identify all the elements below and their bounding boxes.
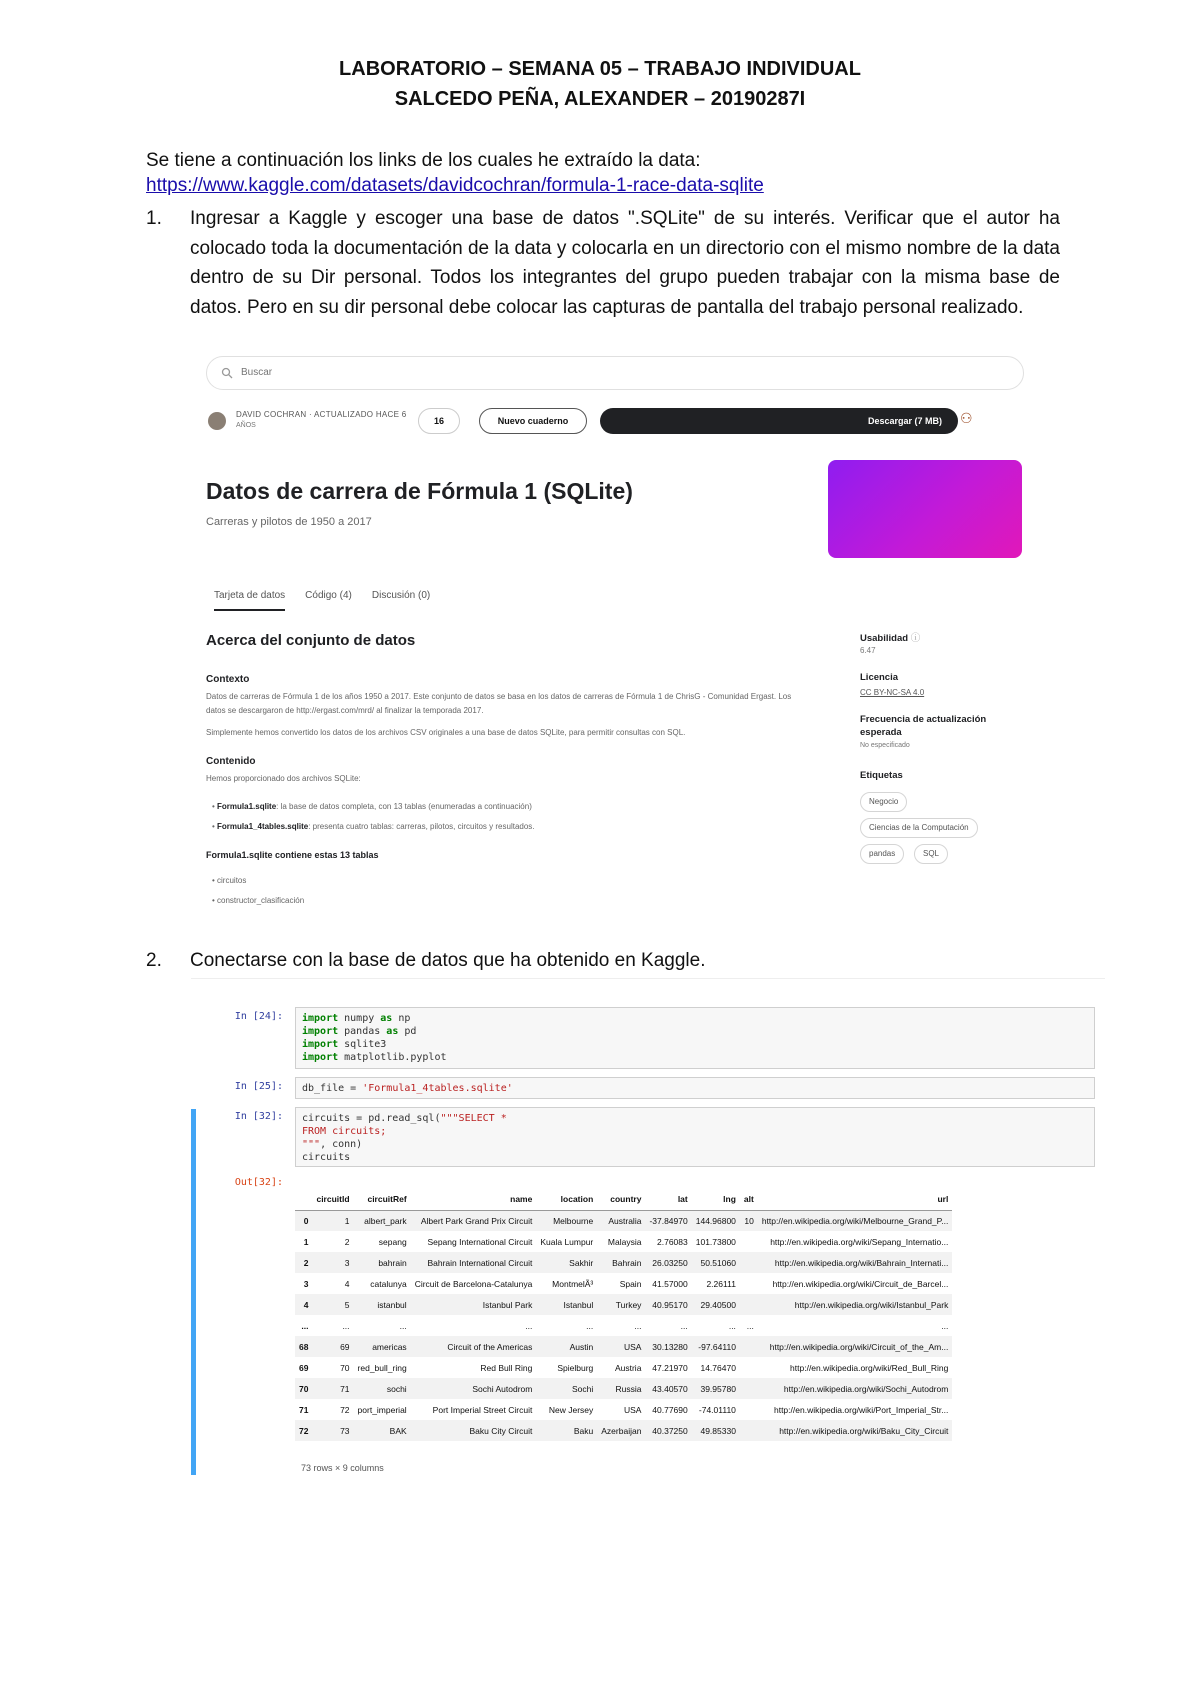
table-row	[295, 1210, 952, 1231]
table-cell	[740, 1336, 758, 1357]
table-row	[295, 1399, 952, 1420]
table-cell: 1	[344, 1215, 350, 1226]
tag-chip[interactable]: Negocio	[860, 792, 907, 812]
table-cell: Austin	[569, 1341, 594, 1352]
table-cell: BAK	[389, 1425, 407, 1436]
table-cell: USA	[623, 1404, 642, 1415]
row-index: 70	[299, 1383, 309, 1394]
column-header: circuitRef	[354, 1189, 411, 1210]
content-paragraph: Hemos proporcionado dos archivos SQLite:	[206, 774, 361, 783]
table-cell: albert_park	[364, 1215, 407, 1226]
row-index: ...	[301, 1320, 309, 1331]
list-item: • constructor_clasificación	[212, 896, 305, 905]
table-cell: Spielburg	[557, 1362, 594, 1373]
context-heading: Contexto	[206, 674, 250, 685]
table-cell: ...	[680, 1320, 688, 1331]
search-icon	[221, 367, 233, 379]
dataset-tabs	[214, 590, 430, 611]
table-cell: -37.84970	[649, 1215, 688, 1226]
table-cell: ...	[342, 1320, 350, 1331]
new-notebook-button[interactable]: Nuevo cuaderno	[479, 408, 587, 434]
tags-label: Etiquetas	[860, 770, 903, 781]
frequency-label-1: Frecuencia de actualización	[860, 714, 987, 725]
table-cell: Kuala Lumpur	[540, 1236, 594, 1247]
upvote-count-button[interactable]: 16	[418, 408, 460, 434]
table-cell: 49.85330	[700, 1425, 736, 1436]
table-cell: 39.95780	[700, 1383, 736, 1394]
dataset-title: Datos de carrera de Fórmula 1 (SQLite)	[206, 478, 633, 504]
cell-prompt: In [25]:	[234, 1081, 283, 1092]
document-title-line-2: SALCEDO PEÑA, ALEXANDER – 20190287I	[394, 88, 806, 110]
step-text: Conectarse con la base de datos que ha obtenido en Kaggle.	[190, 950, 706, 971]
table-cell: Sochi	[572, 1383, 594, 1394]
row-index: 69	[299, 1362, 309, 1373]
list-item: • Formula1_4tables.sqlite: presenta cuatro tablas: carreras, pilotos, circuitos y resultados.	[212, 822, 535, 831]
search-bar[interactable]	[206, 356, 1024, 390]
table-cell: -97.64110	[698, 1341, 736, 1352]
document-title-line-1: LABORATORIO – SEMANA 05 – TRABAJO INDIVIDUAL	[339, 58, 861, 80]
table-cell: 29.40500	[700, 1299, 736, 1310]
tab-discussion[interactable]: Discusión (0)	[371, 590, 431, 601]
more-icon[interactable]: ⚇	[960, 410, 973, 426]
table-cell: Bahrain International Circuit	[427, 1257, 533, 1268]
table-cell: http://en.wikipedia.org/wiki/Sepang_Internatio...	[770, 1236, 949, 1247]
table-cell: 72	[340, 1404, 350, 1415]
content-heading: Contenido	[206, 756, 256, 767]
info-icon[interactable]: ⓘ	[910, 633, 921, 644]
table-cell: 3	[344, 1257, 350, 1268]
row-index: 3	[303, 1278, 309, 1289]
table-cell: 2	[344, 1236, 350, 1247]
table-cell	[740, 1273, 758, 1294]
table-cell: ...	[746, 1320, 754, 1331]
dataset-banner-image	[828, 460, 1022, 558]
table-cell: 14.76470	[700, 1362, 736, 1373]
table-cell: Sakhir	[569, 1257, 594, 1268]
table-cell: 69	[340, 1341, 350, 1352]
table-cell: USA	[623, 1341, 642, 1352]
row-index: 68	[299, 1341, 309, 1352]
table-cell: 2.26111	[706, 1278, 736, 1289]
table-cell: New Jersey	[548, 1404, 594, 1415]
table-cell: 4	[344, 1278, 350, 1289]
code-cell-db-file[interactable]: db_file = 'Formula1_4tables.sqlite'	[295, 1077, 1095, 1099]
table-cell: http://en.wikipedia.org/wiki/Melbourne_Grand_P...	[761, 1215, 949, 1226]
table-cell: sochi	[386, 1383, 407, 1394]
row-index: 0	[303, 1215, 309, 1226]
table-cell	[740, 1399, 758, 1420]
row-index: 2	[303, 1257, 309, 1268]
row-index: 71	[299, 1404, 309, 1415]
table-cell: ...	[586, 1320, 594, 1331]
jupyter-screenshot	[191, 978, 1105, 1474]
table-cell: catalunya	[370, 1278, 407, 1289]
tag-chip[interactable]: SQL	[914, 844, 948, 864]
table-cell: 40.95170	[652, 1299, 688, 1310]
table-cell: red_bull_ring	[357, 1362, 407, 1373]
table-cell: Australia	[608, 1215, 642, 1226]
column-header: lat	[645, 1189, 691, 1210]
table-cell: -74.01110	[698, 1404, 736, 1415]
table-cell: 71	[340, 1383, 350, 1394]
table-cell: 30.13280	[652, 1341, 688, 1352]
table-cell: Red Bull Ring	[480, 1362, 533, 1373]
table-cell: http://en.wikipedia.org/wiki/Sochi_Autodrom	[783, 1383, 949, 1394]
step-1	[146, 204, 1060, 322]
table-cell: Baku	[573, 1425, 594, 1436]
column-header	[295, 1189, 312, 1210]
list-item: • Formula1.sqlite: la base de datos completa, con 13 tablas (enumeradas a continuación)	[212, 802, 532, 811]
step-number: 2.	[146, 950, 162, 971]
download-button[interactable]: Descargar (7 MB)	[600, 408, 958, 434]
table-cell: americas	[372, 1341, 407, 1352]
author-line[interactable]: DAVID COCHRAN · ACTUALIZADO HACE 6	[236, 410, 407, 419]
table-cell: http://en.wikipedia.org/wiki/Istanbul_Park	[794, 1299, 949, 1310]
table-cell	[740, 1252, 758, 1273]
table-cell: 40.37250	[652, 1425, 688, 1436]
license-label: Licencia	[860, 672, 899, 683]
column-header: circuitId	[312, 1189, 353, 1210]
table-cell: Istanbul	[563, 1299, 594, 1310]
table-cell	[740, 1294, 758, 1315]
usability-label: Usabilidad ⓘ	[860, 633, 921, 644]
table-cell	[740, 1420, 758, 1441]
context-paragraph: Datos de carreras de Fórmula 1 de los años 1950 a 2017. Este conjunto de datos se basa en los datos de carreras de Fórmula 1 de ChrisG - Comunidad Ergast. Los datos se descargaron de http://ergast.com/mrd/ al finalizar la temporada 2017.	[206, 692, 792, 715]
tag-chip[interactable]: Ciencias de la Computación	[860, 818, 978, 838]
table-cell: 10	[744, 1215, 754, 1226]
step-text: Ingresar a Kaggle y escoger una base de datos ".SQLite" de su interés. Verificar que el autor ha colocado toda la documentación de la data y colocarla en un directorio con el mismo nombre de la data dentro de su Dir personal. Todos los integrantes del grupo pueden trabajar con la misma base de datos. Pero en su dir personal debe colocar las capturas de pantalla del trabajo personal realizado.	[190, 208, 1060, 318]
table-cell: 40.77690	[652, 1404, 688, 1415]
table-cell: Melbourne	[553, 1215, 594, 1226]
table-body	[295, 1210, 952, 1441]
table-cell: Malaysia	[607, 1236, 642, 1247]
usability-value: 6.47	[860, 646, 876, 655]
table-cell: Istanbul Park	[482, 1299, 533, 1310]
table-cell	[740, 1357, 758, 1378]
table-row	[295, 1294, 952, 1315]
column-header: name	[411, 1189, 537, 1210]
file-description: : la base de datos completa, con 13 tablas (enumeradas a continuación)	[276, 802, 532, 811]
column-header: lng	[692, 1189, 740, 1210]
table-cell: bahrain	[378, 1257, 407, 1268]
table-cell: Sochi Autodrom	[472, 1383, 533, 1394]
step-2	[146, 946, 1060, 976]
frequency-label-2: esperada	[860, 727, 902, 738]
selected-cell-indicator	[191, 1109, 196, 1475]
table-cell: 70	[340, 1362, 350, 1373]
column-header: country	[597, 1189, 645, 1210]
row-index: 1	[303, 1236, 309, 1247]
code-cell-imports[interactable]: import numpy as np import pandas as pd import sqlite3 import matplotlib.pyplot	[295, 1007, 1095, 1069]
table-cell: MontmelÃ³	[552, 1278, 594, 1289]
row-index: 4	[303, 1299, 309, 1310]
table-cell: Azerbaijan	[601, 1425, 642, 1436]
list-item: • circuitos	[212, 876, 247, 885]
table-cell: port_imperial	[357, 1404, 407, 1415]
dataframe-shape: 73 rows × 9 columns	[301, 1463, 384, 1473]
table-cell: http://en.wikipedia.org/wiki/Port_Imperial_Str...	[773, 1404, 949, 1415]
table-cell: ...	[728, 1320, 736, 1331]
table-row	[295, 1378, 952, 1399]
context-paragraph-2: Simplemente hemos convertido los datos de los archivos CSV originales a una base de datos SQLite, para permitir consultas con SQL.	[206, 728, 686, 737]
table-cell: 2.76083	[657, 1236, 688, 1247]
table-header-row	[295, 1189, 952, 1210]
tab-data-card[interactable]: Tarjeta de datos	[214, 590, 285, 611]
table-cell: 50.51060	[700, 1257, 736, 1268]
table-row	[295, 1420, 952, 1441]
table-cell: http://en.wikipedia.org/wiki/Baku_City_Circuit	[779, 1425, 949, 1436]
column-header: alt	[740, 1189, 758, 1210]
table-cell: 47.21970	[652, 1362, 688, 1373]
search-input[interactable]	[241, 367, 441, 378]
column-header: url	[758, 1189, 952, 1210]
dataset-link[interactable]: https://www.kaggle.com/datasets/davidcochran/formula-1-race-data-sqlite	[146, 175, 764, 196]
table-cell: Circuit de Barcelona-Catalunya	[414, 1278, 533, 1289]
table-cell: http://en.wikipedia.org/wiki/Bahrain_Internati...	[774, 1257, 949, 1268]
tab-code[interactable]: Código (4)	[305, 590, 352, 601]
table-cell: http://en.wikipedia.org/wiki/Red_Bull_Ring	[790, 1362, 949, 1373]
dataset-subtitle: Carreras y pilotos de 1950 a 2017	[206, 516, 372, 528]
table-cell: 101.73800	[695, 1236, 736, 1247]
table-row	[295, 1357, 952, 1378]
table-cell: istanbul	[377, 1299, 407, 1310]
table-cell: ...	[941, 1320, 949, 1331]
table-cell: Port Imperial Street Circuit	[432, 1404, 533, 1415]
column-header: location	[536, 1189, 597, 1210]
step-number: 1.	[146, 208, 162, 229]
file-name: Formula1.sqlite	[217, 802, 277, 811]
file-name: Formula1_4tables.sqlite	[217, 822, 309, 831]
table-cell: ...	[525, 1320, 533, 1331]
cell-prompt: In [24]:	[234, 1011, 283, 1022]
table-cell: ...	[399, 1320, 407, 1331]
table-cell: Baku City Circuit	[469, 1425, 533, 1436]
tables-heading: Formula1.sqlite contiene estas 13 tablas	[206, 850, 379, 860]
output-prompt: Out[32]:	[234, 1177, 283, 1188]
avatar[interactable]	[208, 412, 226, 430]
table-row	[295, 1273, 952, 1294]
table-cell: Sepang International Circuit	[427, 1236, 533, 1247]
author-line-2: AÑOS	[236, 422, 256, 429]
about-heading: Acerca del conjunto de datos	[206, 632, 416, 649]
file-description: : presenta cuatro tablas: carreras, pilotos, circuitos y resultados.	[308, 822, 535, 831]
table-cell: ...	[634, 1320, 642, 1331]
table-cell: 5	[344, 1299, 350, 1310]
dataframe-table	[295, 1189, 952, 1441]
row-index: 72	[299, 1425, 309, 1436]
license-link[interactable]: CC BY-NC-SA 4.0	[860, 688, 925, 697]
table-cell: 144.96800	[695, 1215, 736, 1226]
frequency-value: No especificado	[860, 742, 910, 749]
cell-prompt: In [32]:	[234, 1111, 283, 1122]
table-cell: Turkey	[615, 1299, 642, 1310]
table-cell	[740, 1378, 758, 1399]
table-cell: 26.03250	[652, 1257, 688, 1268]
table-cell: Spain	[619, 1278, 642, 1289]
table-cell: http://en.wikipedia.org/wiki/Circuit_de_Barcel...	[772, 1278, 949, 1289]
table-row	[295, 1231, 952, 1252]
code-cell-query[interactable]: circuits = pd.read_sql("""SELECT * FROM circuits; """, conn) circuits	[295, 1107, 1095, 1167]
intro-text: Se tiene a continuación los links de los cuales he extraído la data:	[146, 150, 701, 171]
table-row	[295, 1336, 952, 1357]
table-row	[295, 1252, 952, 1273]
table-cell: http://en.wikipedia.org/wiki/Circuit_of_the_Am...	[769, 1341, 949, 1352]
table-cell: 73	[340, 1425, 350, 1436]
table-cell: Circuit of the Americas	[447, 1341, 533, 1352]
table-cell	[740, 1231, 758, 1252]
table-cell: Bahrain	[612, 1257, 642, 1268]
table-cell: Albert Park Grand Prix Circuit	[420, 1215, 533, 1226]
table-cell: Russia	[615, 1383, 642, 1394]
table-cell: 41.57000	[652, 1278, 688, 1289]
table-cell: Austria	[614, 1362, 642, 1373]
table-cell: 43.40570	[652, 1383, 688, 1394]
table-cell: sepang	[378, 1236, 407, 1247]
tag-chip[interactable]: pandas	[860, 844, 904, 864]
table-row	[295, 1315, 952, 1336]
kaggle-screenshot	[196, 350, 1034, 930]
